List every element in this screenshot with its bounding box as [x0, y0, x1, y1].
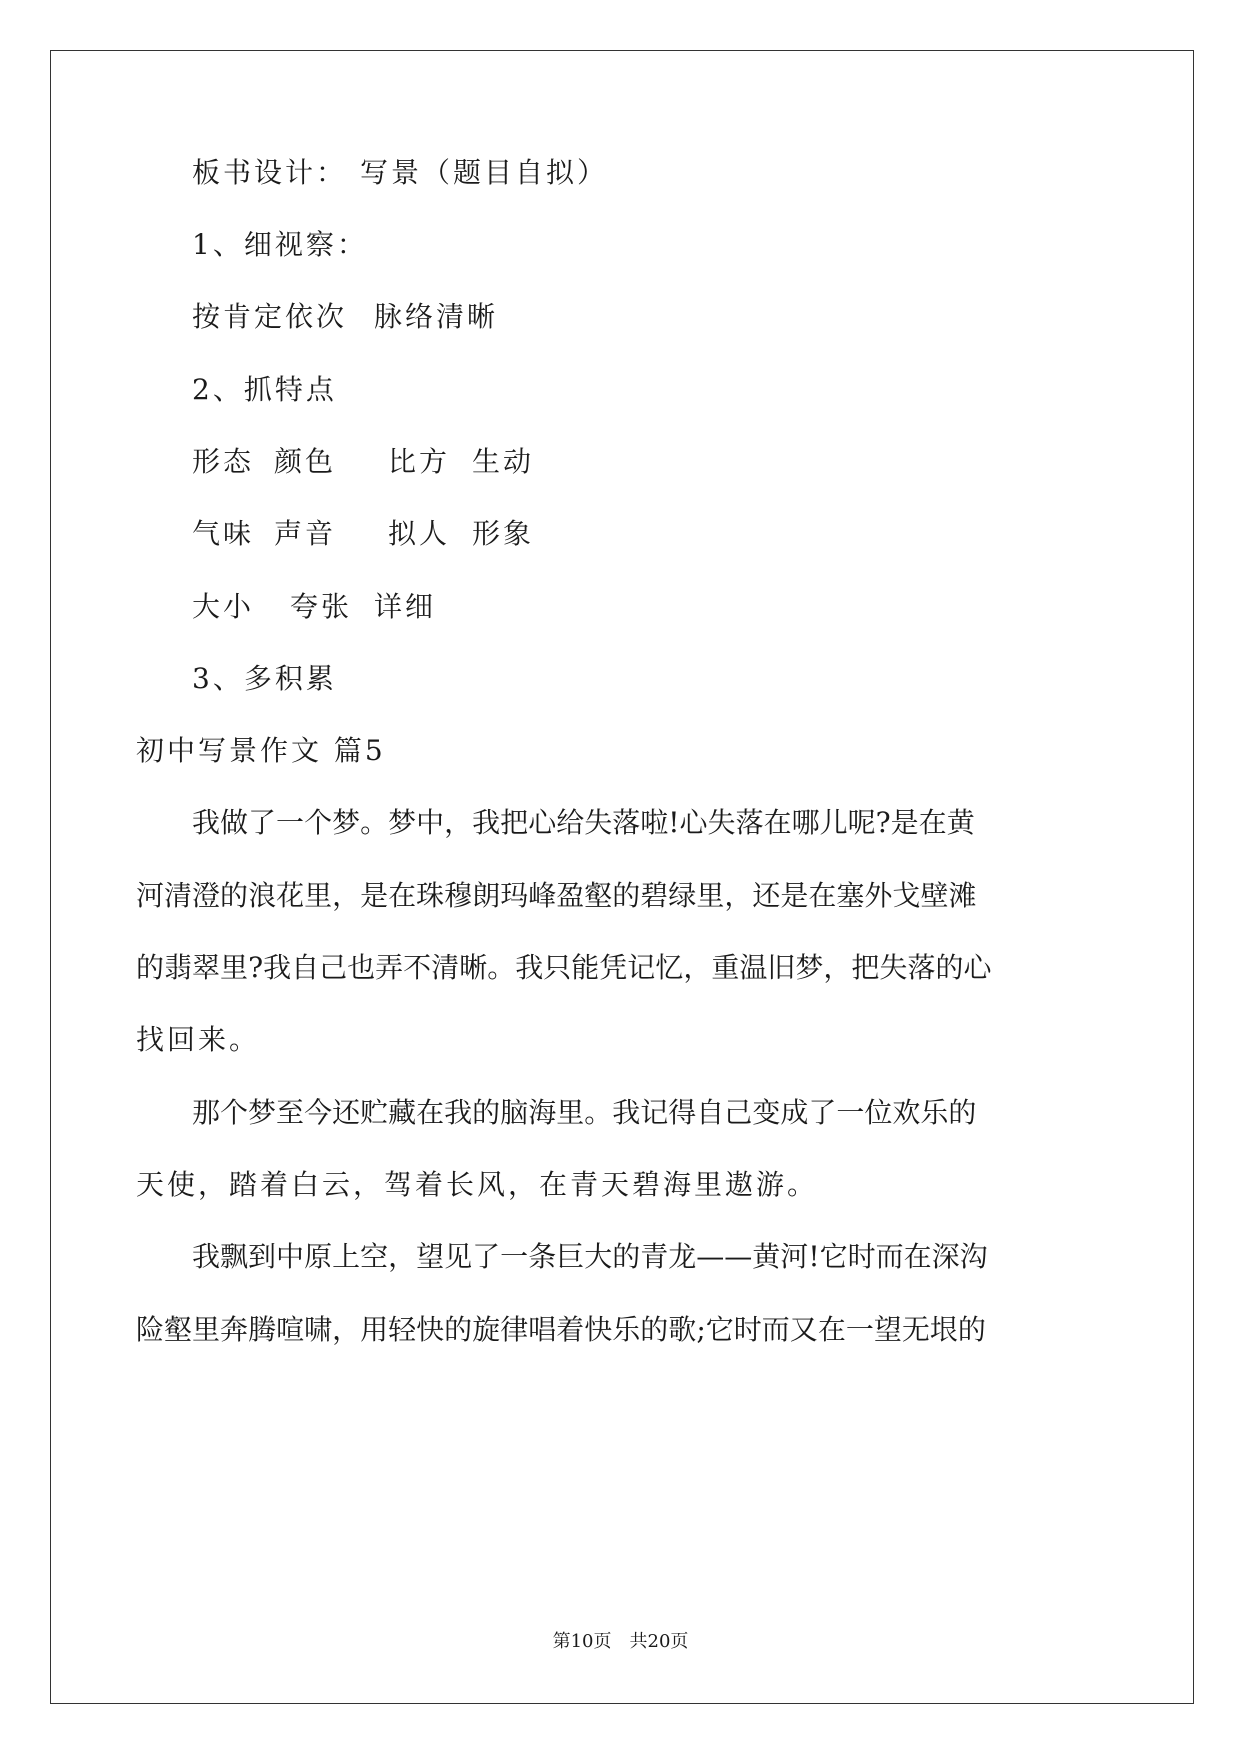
- item-1-heading: 1、细视察：: [192, 228, 368, 261]
- paragraph-line: 那 个 梦 至 今 还 贮 藏 在 我 的 脑 海 里 。 我 记 得 自 己 变 成 了 一 位 欢 乐 的: [192, 1096, 977, 1129]
- page-footer: 第10页 共20页: [552, 1631, 689, 1652]
- feature-cell: 声音: [274, 517, 337, 550]
- item-3-heading: 3、多积累: [192, 662, 337, 695]
- board-design-label: 板书设计：: [192, 156, 348, 189]
- feature-cell: 形态: [192, 445, 255, 478]
- paragraph-line: 我 做 了 一 个 梦 。 梦 中 ， 我 把 心 给 失 落 啦 ! 心 失 落 在 哪 儿 呢 ? 是 在 黄: [192, 806, 975, 839]
- item-2-heading: 2、抓特点: [192, 373, 337, 406]
- board-design-title: 写景（题目自拟）: [360, 156, 609, 189]
- paragraph-line: 找回来。: [136, 1023, 261, 1056]
- feature-cell: 大小: [192, 590, 255, 623]
- section-heading: 初中写景作文 篇5: [136, 734, 386, 767]
- feature-cell: 拟人: [388, 517, 451, 550]
- paragraph-line: 我 飘 到 中 原 上 空 ， 望 见 了 一 条 巨 大 的 青 龙 — — 黄 河 ! 它 时 而 在 深 沟: [192, 1240, 988, 1273]
- paragraph-line: 险 壑 里 奔 腾 喧 啸 ， 用 轻 快 的 旋 律 唱 着 快 乐 的 歌 ; 它 时 而 又 在 一 望 无 垠 的: [136, 1313, 986, 1346]
- feature-cell: 比方: [388, 445, 451, 478]
- item-1-point-b: 脉络清晰: [374, 300, 499, 333]
- paragraph-line: 河 清 澄 的 浪 花 里 ， 是 在 珠 穆 朗 玛 峰 盈 壑 的 碧 绿 里 ， 还 是 在 塞 外 戈 壁 滩: [136, 879, 977, 912]
- feature-cell: 详细: [374, 590, 437, 623]
- feature-cell: 颜色: [274, 445, 337, 478]
- paragraph-line: 的 翡 翠 里 ? 我 自 己 也 弄 不 清 晰 。 我 只 能 凭 记 忆 ， 重 温 旧 梦 ， 把 失 落 的 心: [136, 951, 992, 984]
- feature-cell: 形象: [472, 517, 535, 550]
- paragraph-line: 天使，踏着白云，驾着长风，在青天碧海里遨游。: [136, 1168, 819, 1201]
- feature-cell: 生动: [472, 445, 535, 478]
- feature-cell: 气味: [192, 517, 255, 550]
- feature-cell: 夸张: [290, 590, 353, 623]
- item-1-point-a: 按肯定依次: [192, 300, 348, 333]
